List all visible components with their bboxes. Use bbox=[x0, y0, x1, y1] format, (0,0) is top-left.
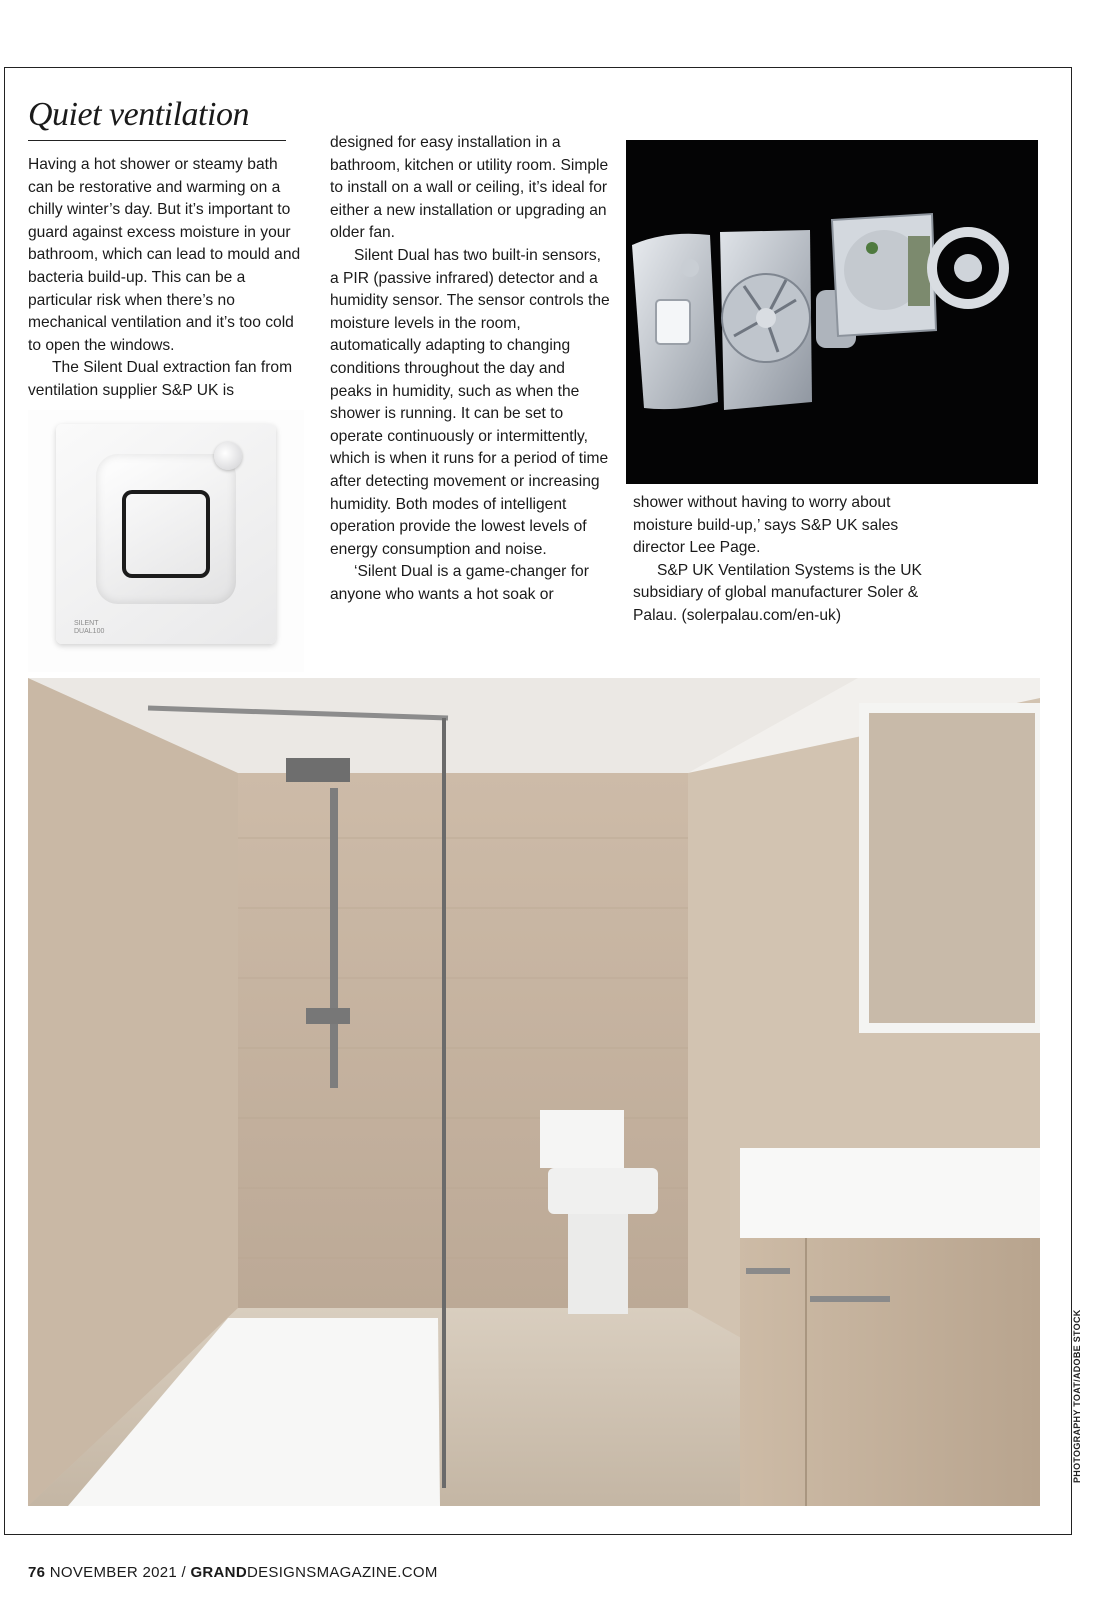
brand-name: GRAND bbox=[190, 1564, 247, 1581]
fan-square-outline bbox=[122, 490, 210, 578]
page-number: 76 bbox=[28, 1564, 46, 1581]
col3-paragraph-2: S&P UK Ventilation Systems is the UK subsidiary of global manufacturer Soler & Palau. (solerpalau.com/en-uk) bbox=[633, 561, 922, 624]
col3-paragraph-1: shower without having to worry about moisture build-up,’ says S&P UK sales director Lee Page. bbox=[633, 494, 899, 557]
issue-date: NOVEMBER 2021 / bbox=[45, 1564, 191, 1581]
column-2 bbox=[330, 132, 610, 606]
exploded-fan-photo bbox=[626, 140, 1038, 484]
silent-dual-fan-photo bbox=[28, 410, 304, 672]
column-3 bbox=[633, 492, 923, 628]
site-name: DESIGNSMAGAZINE.COM bbox=[246, 1564, 438, 1581]
col1-paragraph-2: The Silent Dual extraction fan from ventilation supplier S&P UK is bbox=[28, 359, 293, 399]
product-logo: SILENT DUAL100 bbox=[74, 620, 105, 635]
article-title: Quiet ventilation bbox=[28, 96, 286, 141]
page-footer bbox=[28, 1564, 438, 1581]
pir-sensor-dome bbox=[214, 442, 242, 470]
col2-paragraph-1: designed for easy installation in a bathroom, kitchen or utility room. Simple to install on a wall or ceiling, it’s ideal for either a new installation or upgrading an older fan. bbox=[330, 134, 609, 242]
bathroom-illustration bbox=[28, 678, 1040, 1506]
col2-paragraph-2: Silent Dual has two built-in sensors, a PIR (passive infrared) detector and a humidity sensor. The sensor controls the moisture levels in the room, automatically adapting to changing conditions throughout the day and peaks in humidity, such as when the shower is running. It can be set to operate continuously or intermittently, which is when it runs for a period of time after detecting movement or increasing humidity. Both modes of intelligent operation provide the lowest levels of energy consumption and noise. bbox=[330, 246, 610, 558]
photo-credit: PHOTOGRAPHY TOAT/ADOBE STOCK bbox=[1072, 1309, 1082, 1483]
fan-inner-panel bbox=[96, 454, 236, 604]
col1-paragraph-1: Having a hot shower or steamy bath can be restorative and warming on a chilly winter’s day. But it’s important to guard against excess moisture in your bathroom, which can lead to mould and bacteria build-up. This can be a particular risk when there’s no mechanical ventilation and it’s too cold to open the windows. bbox=[28, 156, 301, 354]
bathroom-photo bbox=[28, 678, 1040, 1506]
exploded-fan-illustration bbox=[626, 140, 1038, 484]
col2-paragraph-3: ‘Silent Dual is a game-changer for anyone who wants a hot soak or bbox=[330, 563, 589, 603]
fan-cover-plate bbox=[56, 424, 276, 644]
column-1 bbox=[28, 154, 303, 403]
